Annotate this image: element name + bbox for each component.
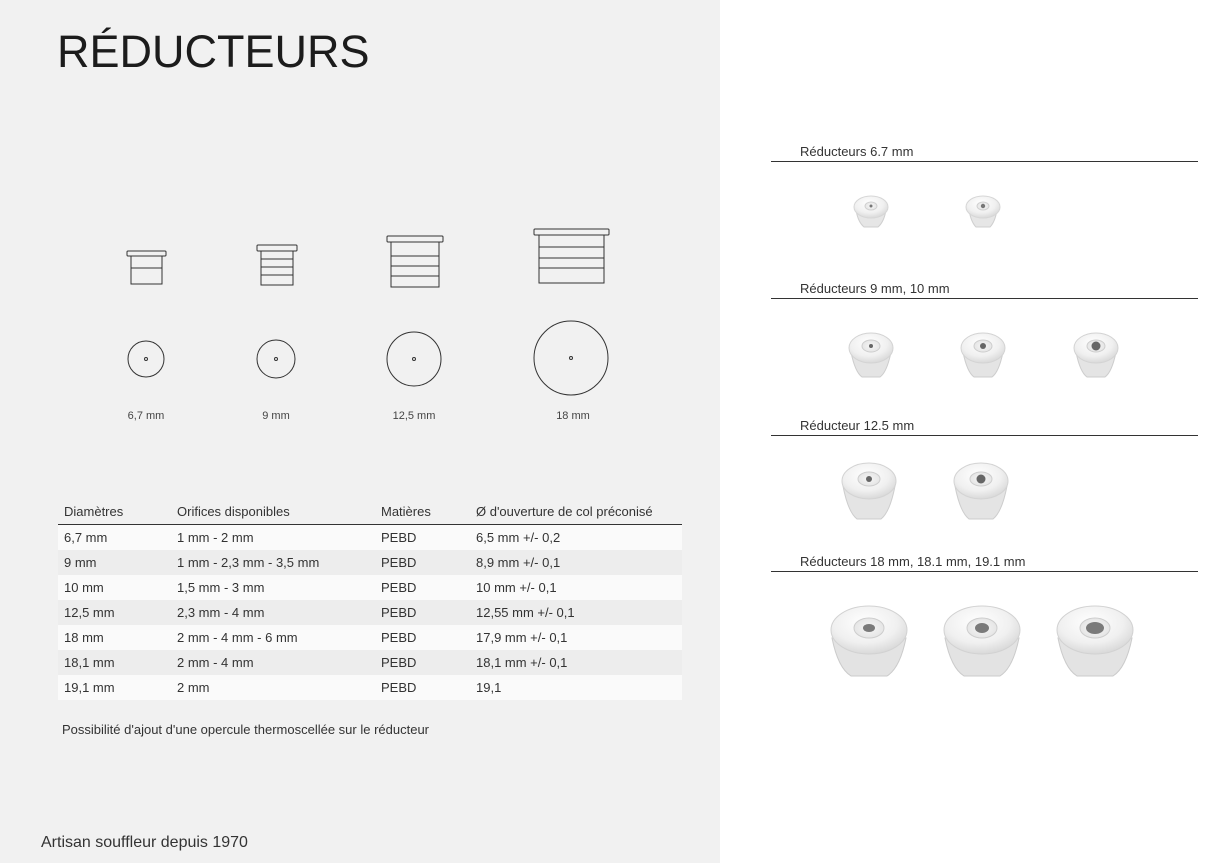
cell-orifices: 1 mm - 2 mm (171, 525, 375, 551)
cell-diameter: 10 mm (58, 575, 171, 600)
size-label-9: 9 mm (262, 410, 290, 422)
reducer-photo-9-b (961, 333, 1005, 377)
footer-tagline: Artisan souffleur depuis 1970 (41, 834, 248, 851)
cell-neck-opening: 18,1 mm +/- 0,1 (470, 650, 682, 675)
cell-diameter: 9 mm (58, 550, 171, 575)
reducer-photo-18-1 (944, 606, 1020, 676)
cell-orifices: 2,3 mm - 4 mm (171, 600, 375, 625)
cell-neck-opening: 17,9 mm +/- 0,1 (470, 625, 682, 650)
header-neck-opening: Ø d'ouverture de col préconisé (470, 499, 682, 525)
cell-neck-opening: 8,9 mm +/- 0,1 (470, 550, 682, 575)
size-label-18: 18 mm (556, 410, 590, 422)
section-title-6-7: Réducteurs 6.7 mm (800, 144, 914, 159)
cell-orifices: 1,5 mm - 3 mm (171, 575, 375, 600)
header-diameters: Diamètres (58, 499, 171, 525)
cell-diameter: 6,7 mm (58, 525, 171, 551)
cell-material: PEBD (375, 550, 470, 575)
cell-material: PEBD (375, 525, 470, 551)
section-title-12-5: Réducteur 12.5 mm (800, 418, 915, 433)
cell-neck-opening: 12,55 mm +/- 0,1 (470, 600, 682, 625)
reducer-photo-19-1 (1057, 606, 1133, 676)
header-materials: Matières (375, 499, 470, 525)
cell-orifices: 1 mm - 2,3 mm - 3,5 mm (171, 550, 375, 575)
reducer-photo-6-7-a (854, 196, 888, 227)
cell-material: PEBD (375, 575, 470, 600)
cell-material: PEBD (375, 625, 470, 650)
cell-diameter: 18,1 mm (58, 650, 171, 675)
cell-orifices: 2 mm - 4 mm - 6 mm (171, 625, 375, 650)
cell-neck-opening: 10 mm +/- 0,1 (470, 575, 682, 600)
size-label-6-7: 6,7 mm (127, 410, 165, 422)
size-label-12-5: 12,5 mm (392, 410, 436, 422)
cell-material: PEBD (375, 600, 470, 625)
cell-material: PEBD (375, 675, 470, 700)
reducer-photo-18 (831, 606, 907, 676)
cell-diameter: 12,5 mm (58, 600, 171, 625)
cell-neck-opening: 19,1 (470, 675, 682, 700)
reducer-photo-12-5-a (842, 463, 896, 519)
reducer-photo-10 (1074, 333, 1118, 377)
header-orifices: Orifices disponibles (171, 499, 375, 525)
cell-diameter: 19,1 mm (58, 675, 171, 700)
reducer-photo-9-a (849, 333, 893, 377)
page-title: RÉDUCTEURS (57, 26, 370, 77)
reducer-photo-12-5-b (954, 463, 1008, 519)
thermoseal-note: Possibilité d'ajout d'une opercule thermoscellée sur le réducteur (62, 722, 430, 737)
cell-neck-opening: 6,5 mm +/- 0,2 (470, 525, 682, 551)
cell-material: PEBD (375, 650, 470, 675)
cell-orifices: 2 mm - 4 mm (171, 650, 375, 675)
cell-orifices: 2 mm (171, 675, 375, 700)
section-title-18-19: Réducteurs 18 mm, 18.1 mm, 19.1 mm (800, 554, 1026, 569)
reducer-photo-6-7-b (966, 196, 1000, 227)
section-title-9-10: Réducteurs 9 mm, 10 mm (800, 281, 950, 296)
cell-diameter: 18 mm (58, 625, 171, 650)
